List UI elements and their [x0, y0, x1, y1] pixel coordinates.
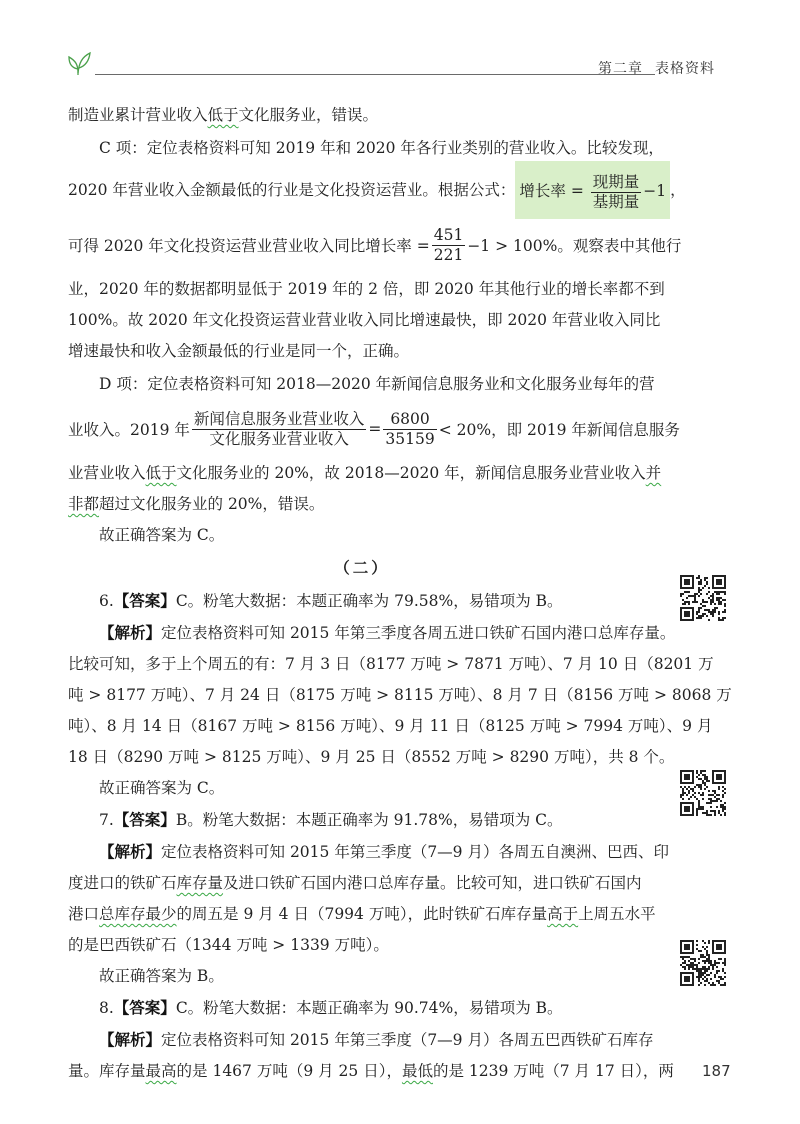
analysis-q6: 【解析】定位表格资料可知 2015 年第三季度各周五进口铁矿石国内港口总库存量。 — [99, 623, 676, 642]
chapter-title: 表格资料 — [655, 61, 715, 77]
chapter-heading — [598, 58, 715, 78]
paragraph-option-c-cont: 业，2020 年的数据都明显低于 2019 年的 2 倍，即 2020 年其他行业的增长率都不到 100%。故 2020 年文化投资运营业营业收入同比增速最快，即 2020 年营业收入同比 增速最快和收入金额最低的行业是同一个，正确。 — [68, 280, 665, 360]
growth-rate-formula-line: 2020 年营业收入金额最低的行业是文化投资运营业。根据公式： 增长率 = $\frac{\text{现期量}}{\text{基期量}}$ −1 ， — [68, 164, 656, 216]
leaf-icon — [63, 49, 93, 75]
analysis-q8: 【解析】定位表格资料可知 2015 年第三季度（7—9 月）各周五巴西铁矿石库存 量。库存量最高的是 1467 万吨（9 月 25 日），最低的是 1239 万吨（7 月 17 日），两 — [68, 1030, 674, 1080]
ratio-fraction-values: $\frac{6800}{35159}$ — [385, 409, 435, 448]
section-title: （二） — [334, 558, 390, 577]
growth-calc-line: 可得 2020 年文化投资运营业营业收入同比增长率 = $\frac{451}{221}$ −1 > 100%。观察表中其他行 — [68, 225, 682, 264]
answer-q5: 故正确答案为 C。 — [99, 526, 225, 544]
answer-q7: 7.【答案】B。粉笔大数据：本题正确率为 91.78%，易错项为 C。 — [99, 810, 563, 829]
qr-code-icon[interactable] — [680, 575, 726, 621]
growth-calc-fraction: $\frac{451}{221}$ — [433, 225, 464, 264]
header-rule — [95, 74, 655, 75]
growth-rate-formula: 增长率 = $\frac{\text{现期量}}{\text{基期量}}$ −1 — [515, 161, 670, 219]
paragraph-option-d: D 项：定位表格资料可知 2018—2020 年新闻信息服务业和文化服务业每年的营 — [99, 375, 655, 393]
ratio-calc-line: 业收入。2019 年 $\frac{\text{新闻信息服务业营业收入}}{\text{文化服务业营业收入}}$ = $\frac{6800}{35159}$ < 20%，即 2019 年新闻信息服务 — [68, 409, 680, 448]
chapter-number: 第二章 — [598, 61, 643, 77]
formula-fraction: $\frac{\text{现期量}}{\text{基期量}}$ — [592, 172, 640, 211]
paragraph-option-d-cont: 业营业收入低于文化服务业的 20%，故 2018—2020 年，新闻信息服务业营业收入并 非都超过文化服务业的 20%，错误。 — [68, 464, 662, 513]
ratio-fraction-text: $\frac{\text{新闻信息服务业营业收入}}{\text{文化服务业营业收入}}$ — [193, 409, 365, 448]
final-answer-q6: 故正确答案为 C。 — [99, 779, 225, 797]
qr-code-icon[interactable] — [680, 770, 726, 816]
page-number: 187 — [702, 1062, 731, 1080]
final-answer-q7: 故正确答案为 B。 — [99, 967, 224, 985]
paragraph-b-conclusion: 制造业累计营业收入低于文化服务业，错误。 — [68, 106, 379, 124]
analysis-q6-cont: 比较可知，多于上个周五的有：7 月 3 日（8177 万吨 > 7871 万吨）、7 月 10 日（8201 万 吨 > 8177 万吨）、7 月 24 日（8175 万吨 > 8115 万吨）、8 月 7 日（8156 万吨 > 8068 万 吨）、8 月 14 日（8167 万吨 > 8156 万吨）、9 月 11 日（8125 万吨 > 7994 万吨）、9 月 18 日（8290 万吨 > 8125 万吨）、9 月 25 日（8552 万吨 > 8290 万吨），共 8 个。 — [68, 655, 732, 766]
answer-q8: 8.【答案】C。粉笔大数据：本题正确率为 90.74%，易错项为 B。 — [99, 998, 563, 1017]
analysis-q7: 【解析】定位表格资料可知 2015 年第三季度（7—9 月）各周五自澳洲、巴西、印 度进口的铁矿石库存量及进口铁矿石国内港口总库存量。比较可知，进口铁矿石国内 港口总库存最少的周五是 9 月 4 日（7994 万吨），此时铁矿石库存量高于上周五水平 的是巴西铁矿石（1344 万吨 > 1339 万吨）。 — [68, 842, 669, 954]
qr-code-icon[interactable] — [680, 940, 726, 986]
page-header — [55, 45, 745, 95]
answer-q6: 6.【答案】C。粉笔大数据：本题正确率为 79.58%，易错项为 B。 — [99, 591, 563, 610]
paragraph-option-c: C 项：定位表格资料可知 2019 年和 2020 年各行业类别的营业收入。比较发现， — [99, 139, 664, 157]
